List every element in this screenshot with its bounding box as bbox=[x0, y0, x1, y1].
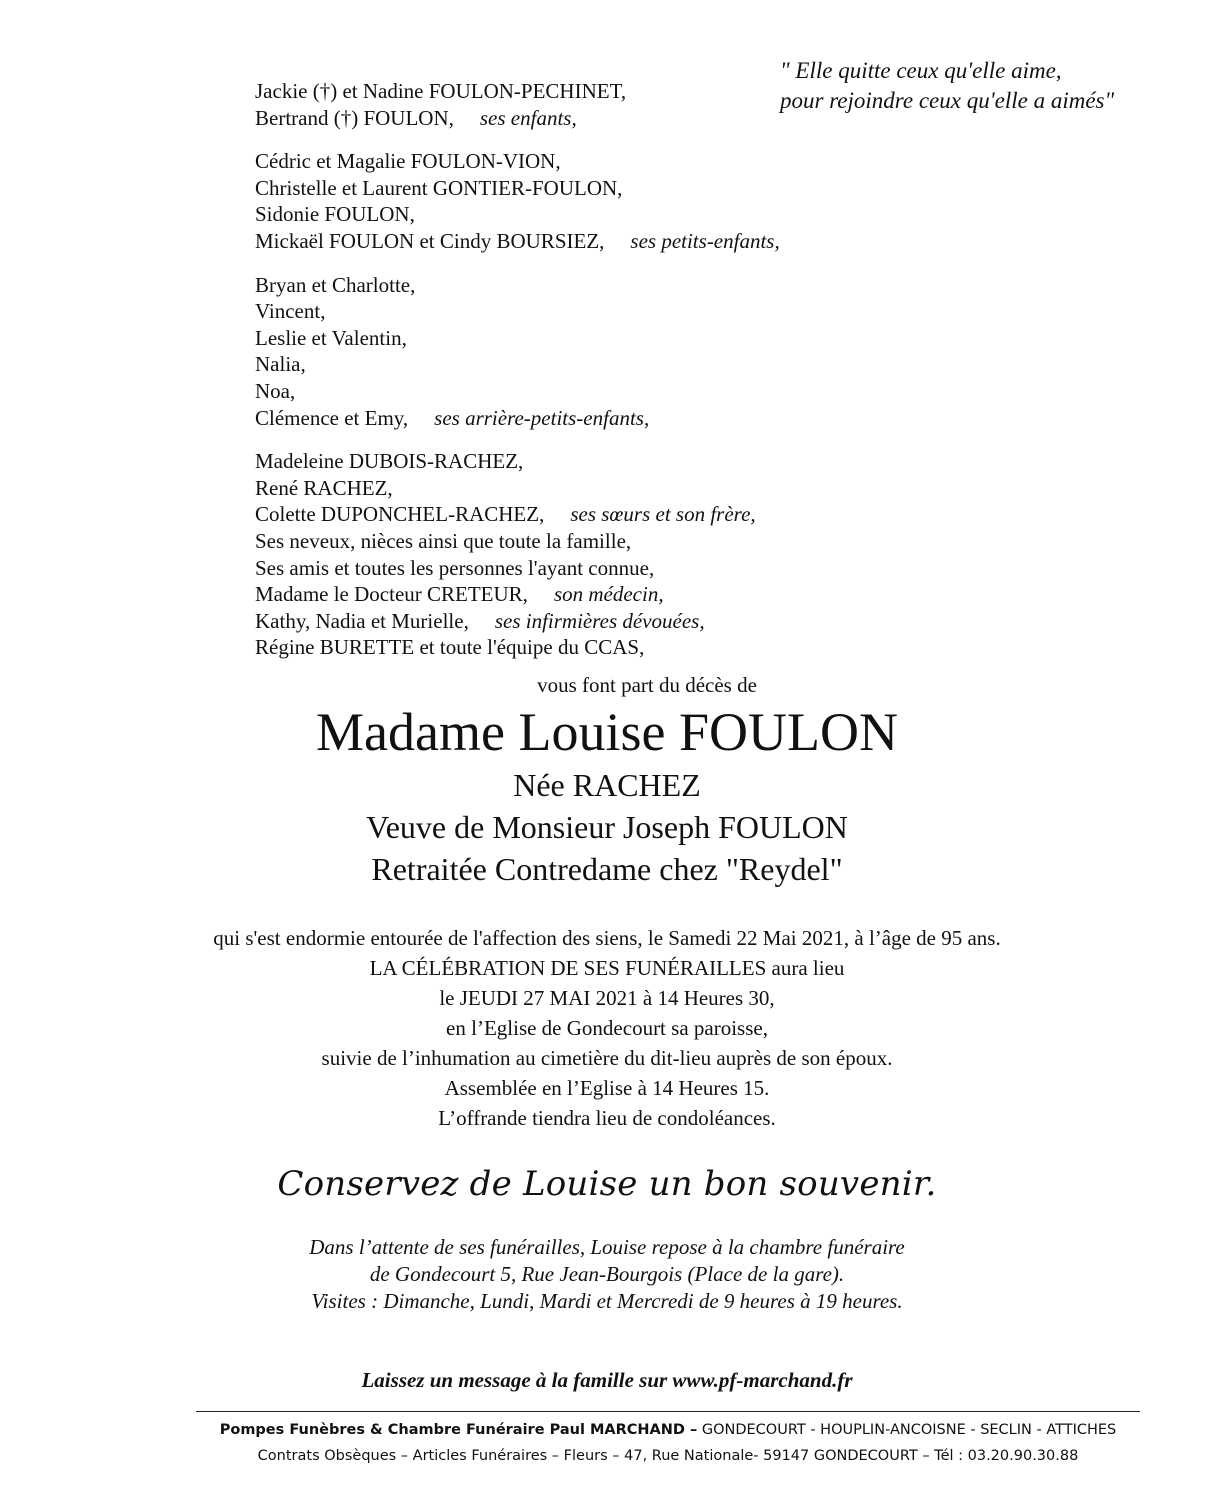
family-line: Leslie et Valentin, bbox=[255, 325, 407, 350]
family-name: Madame le Docteur CRETEUR, bbox=[255, 582, 528, 607]
family-line: Vincent, bbox=[255, 299, 326, 324]
family-name: Clémence et Emy, bbox=[255, 405, 409, 430]
company-towns: GONDECOURT - HOUPLIN-ANCOISNE - SECLIN - ATTICHES bbox=[701, 1422, 1117, 1438]
family-line bbox=[255, 405, 955, 432]
family-line: Bryan et Charlotte, bbox=[255, 272, 416, 297]
detail-line: le JEUDI 27 MAI 2021 à 14 Heures 30, bbox=[439, 986, 775, 1010]
family-list bbox=[255, 78, 955, 678]
detail-line: Assemblée en l’Eglise à 14 Heures 15. bbox=[444, 1076, 770, 1100]
family-line: Ses amis et toutes les personnes l'ayant connue, bbox=[255, 555, 655, 580]
grandchildren-group bbox=[255, 148, 955, 254]
family-line bbox=[255, 105, 955, 132]
relation-label: ses sœurs et son frère, bbox=[570, 502, 756, 527]
detail-line: en l’Eglise de Gondecourt sa paroisse, bbox=[446, 1016, 768, 1040]
family-line: Jackie (†) et Nadine FOULON-PECHINET, bbox=[255, 79, 627, 103]
quote-line: " Elle quitte ceux qu'elle aime, bbox=[780, 58, 1062, 83]
funeral-details bbox=[0, 923, 1214, 1133]
footer-company bbox=[196, 1418, 1140, 1442]
relation-label: son médecin, bbox=[553, 582, 664, 607]
company-name: Pompes Funèbres & Chambre Funéraire Paul MARCHAND – bbox=[219, 1422, 698, 1438]
detail-line: L’offrande tiendra lieu de condoléances. bbox=[438, 1106, 776, 1130]
family-line bbox=[255, 228, 955, 255]
relation-label: ses infirmières dévouées, bbox=[494, 608, 705, 633]
family-name: Bertrand (†) FOULON, bbox=[255, 105, 454, 130]
family-line bbox=[255, 501, 955, 528]
others-group bbox=[255, 448, 955, 661]
repose-info bbox=[0, 1234, 1214, 1315]
maiden-name: Née RACHEZ bbox=[513, 767, 701, 803]
repose-line: Dans l’attente de ses funérailles, Louise repose à la chambre funéraire bbox=[309, 1235, 905, 1259]
footer-divider bbox=[196, 1411, 1140, 1412]
quote-line: pour rejoindre ceux qu'elle a aimés" bbox=[780, 88, 1115, 113]
relation-label: ses petits-enfants, bbox=[630, 228, 780, 253]
family-line: Noa, bbox=[255, 378, 296, 403]
detail-line: qui s'est endormie entourée de l'affection des siens, le Samedi 22 Mai 2021, à l’âge de 95 ans. bbox=[213, 926, 1001, 950]
family-name: Colette DUPONCHEL-RACHEZ, bbox=[255, 502, 545, 527]
family-line: Ses neveux, nièces ainsi que toute la famille, bbox=[255, 528, 632, 553]
repose-line: Visites : Dimanche, Lundi, Mardi et Mercredi de 9 heures à 19 heures. bbox=[311, 1289, 903, 1313]
family-line bbox=[255, 608, 955, 635]
repose-line: de Gondecourt 5, Rue Jean-Bourgois (Place de la gare). bbox=[369, 1262, 845, 1286]
family-name: Mickaël FOULON et Cindy BOURSIEZ, bbox=[255, 228, 605, 253]
family-line: René RACHEZ, bbox=[255, 475, 393, 500]
family-line: Cédric et Magalie FOULON-VION, bbox=[255, 149, 561, 174]
announcement-text: vous font part du décès de bbox=[537, 673, 757, 697]
relation-label: ses arrière-petits-enfants, bbox=[434, 405, 650, 430]
detail-line: suivie de l’inhumation au cimetière du dit-lieu auprès de son époux. bbox=[321, 1046, 893, 1070]
remembrance-line: Conservez de Louise un bon souvenir. bbox=[277, 1164, 937, 1204]
family-line: Sidonie FOULON, bbox=[255, 202, 415, 227]
footer-services: Contrats Obsèques – Articles Funéraires – Fleurs – 47, Rue Nationale- 59147 GONDECOURT – Tél : 03.20.90.30.88 bbox=[257, 1448, 1079, 1464]
family-line: Nalia, bbox=[255, 352, 306, 377]
deceased-name: Madame Louise FOULON bbox=[316, 702, 898, 762]
relation-label: ses enfants, bbox=[479, 105, 577, 130]
detail-line: LA CÉLÉBRATION DE SES FUNÉRAILLES aura lieu bbox=[369, 956, 845, 980]
family-line bbox=[255, 581, 955, 608]
occupation: Retraitée Contredame chez "Reydel" bbox=[371, 851, 843, 887]
children-group bbox=[255, 78, 955, 131]
widow-of: Veuve de Monsieur Joseph FOULON bbox=[366, 809, 848, 845]
family-line: Madeleine DUBOIS-RACHEZ, bbox=[255, 449, 524, 474]
message-invitation: Laissez un message à la famille sur www.pf-marchand.fr bbox=[361, 1368, 853, 1392]
great-grandchildren-group bbox=[255, 272, 955, 432]
family-name: Kathy, Nadia et Murielle, bbox=[255, 608, 469, 633]
family-line: Régine BURETTE et toute l'équipe du CCAS, bbox=[255, 635, 645, 660]
family-line: Christelle et Laurent GONTIER-FOULON, bbox=[255, 175, 623, 200]
